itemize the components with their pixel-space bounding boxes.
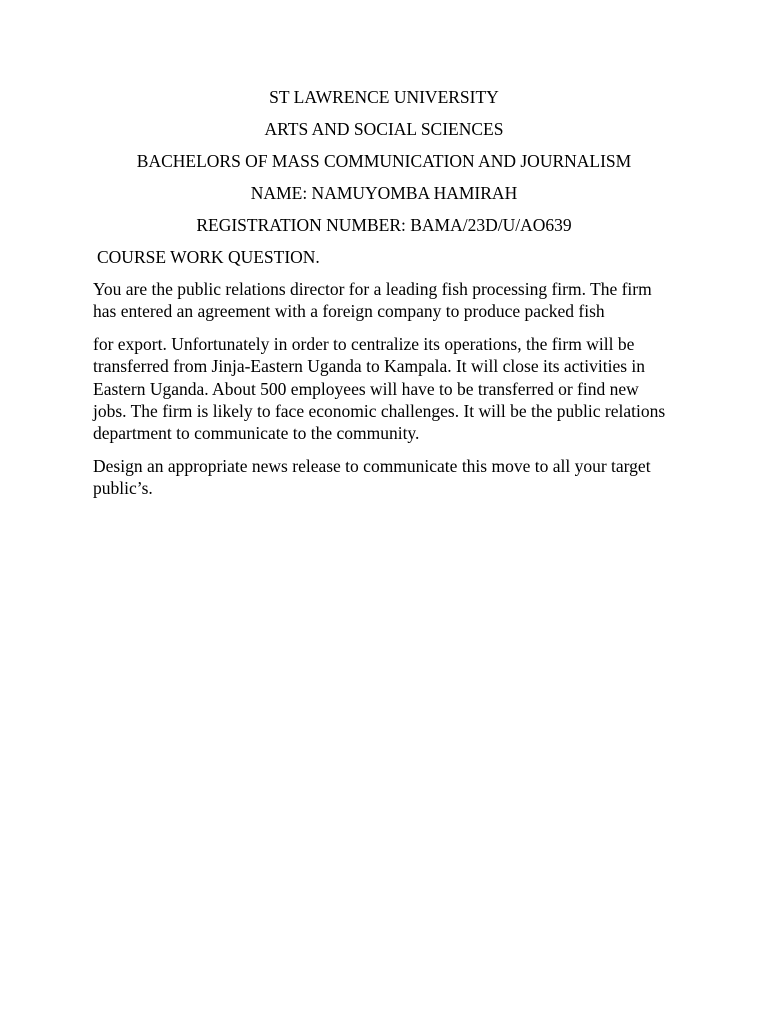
- section-heading: COURSE WORK QUESTION.: [97, 247, 320, 267]
- registration-number: REGISTRATION NUMBER: BAMA/23D/U/AO639: [196, 215, 572, 235]
- program-name: BACHELORS OF MASS COMMUNICATION AND JOURNALISM: [136, 151, 632, 171]
- question-paragraph-1: You are the public relations director for a leading fish processing firm. The firm has entered an agreement with a foreign company to produce packed fish: [93, 279, 652, 322]
- student-name: NAME: NAMUYOMBA HAMIRAH: [250, 183, 518, 203]
- faculty-name: ARTS AND SOCIAL SCIENCES: [264, 119, 504, 139]
- document-page: [93, 86, 675, 510]
- question-paragraph-2: for export. Unfortunately in order to centralize its operations, the firm will be transferred from Jinja-Eastern Uganda to Kampala. It will close its activities in Eastern Uganda. About 500 employees will have to be transferred or find new jobs. The firm is likely to face economic challenges. It will be the public relations department to communicate to the community.: [93, 333, 666, 444]
- university-name: ST LAWRENCE UNIVERSITY: [269, 87, 499, 107]
- question-paragraph-3: Design an appropriate news release to communicate this move to all your target public’s.: [93, 455, 651, 499]
